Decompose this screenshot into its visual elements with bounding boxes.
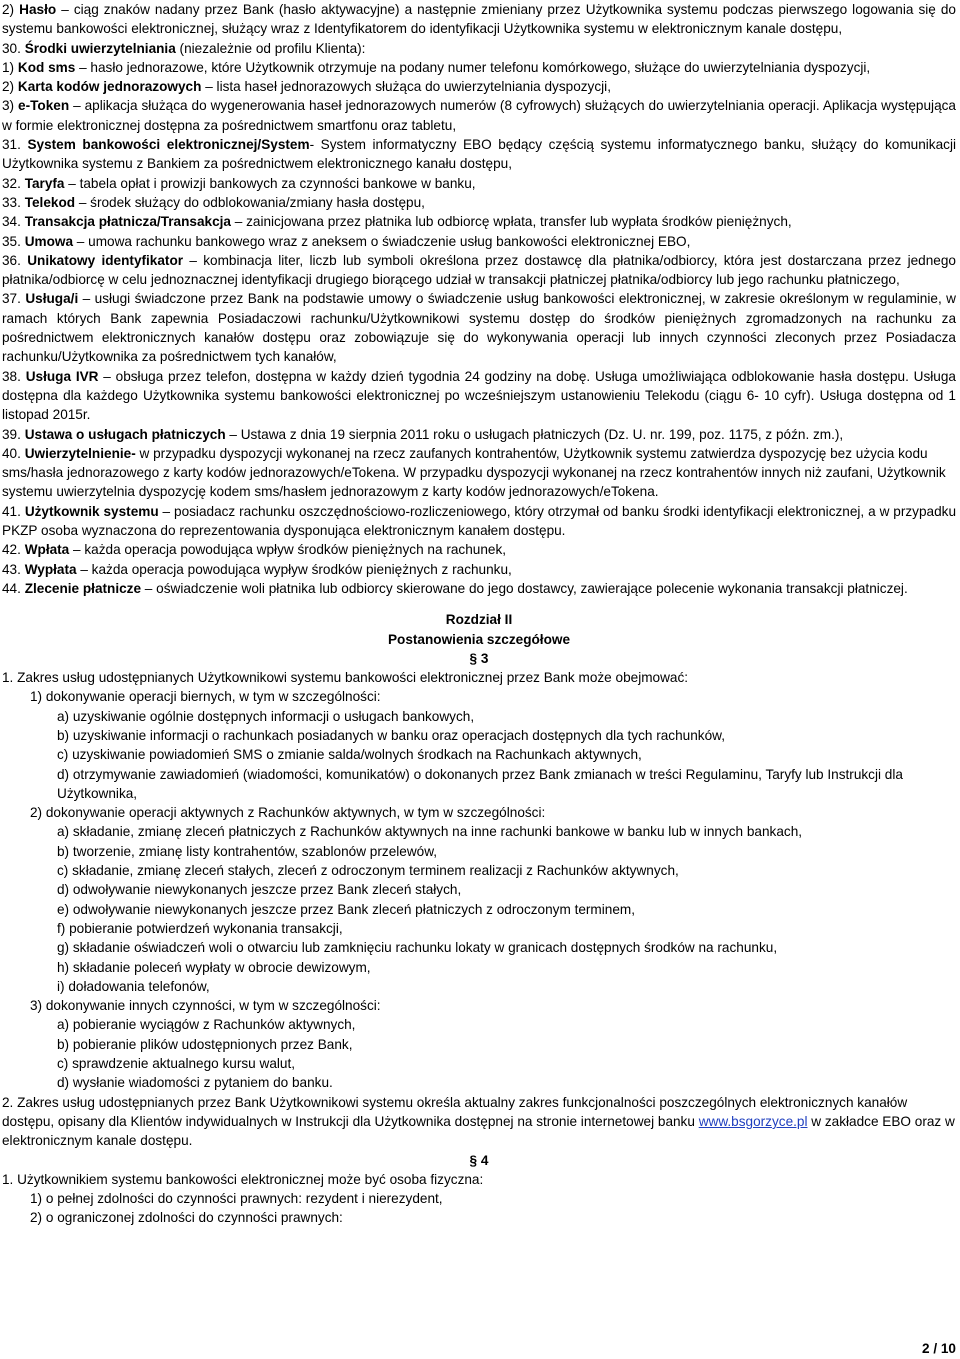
definition-item: 1) Kod sms – hasło jednorazowe, które Użytkownik otrzymuje na podany numer telefonu komórkowego, służące do uwierzytelniania dyspozycji, bbox=[2, 59, 871, 75]
term: Uwierzytelnienie- bbox=[24, 445, 136, 461]
term: Ustawa o usługach płatniczych bbox=[24, 426, 226, 442]
list-item: a) uzyskiwanie ogólnie dostępnych informacji o usługach bankowych, bbox=[57, 708, 475, 724]
term: Wypłata bbox=[24, 561, 77, 577]
definition-item: 38. Usługa IVR – obsługa przez telefon, dostępna w każdy dzień tygodnia 24 godziny na dobę. Usługa umożliwiająca odblokowanie hasła dostępu. Usługa dostępna dla każdego Użytkownika systemu bankowości elektronicznej po wcześniejszym ustanowieniu Telekodu (ciągu 6- 10 cyfr). Usługa dostępna od 1 listopad 2015r. bbox=[2, 368, 956, 423]
term: Zlecenie płatnicze bbox=[24, 580, 142, 596]
definition-item: 36. Unikatowy identyfikator – kombinacja liter, liczb lub symboli określona przez dostawcę dla płatnika/odbiorcy, która jest dostarczana przez jednego płatnika/odbiorcę w celu jednoznacznej identyfikacji drugiego biorącego udział w transakcji płatniczej płatnika/odbiorcy lub jego rachunku płatniczego, bbox=[2, 252, 956, 288]
list-item: 1) o pełnej zdolności do czynności prawnych: rezydent i nierezydent, bbox=[30, 1191, 443, 1207]
term: Telekod bbox=[24, 194, 76, 210]
page-number: 2 / 10 bbox=[921, 1341, 956, 1356]
list-item: d) wysłanie wiadomości z pytaniem do banku. bbox=[57, 1075, 333, 1091]
definition-item: 2) Karta kodów jednorazowych – lista haseł jednorazowych służąca do uwierzytelniania dyspozycji, bbox=[2, 79, 611, 95]
term: Transakcja płatnicza/Transakcja bbox=[24, 214, 231, 230]
definition-item: 42. Wpłata – każda operacja powodująca wpływ środków pieniężnych na rachunek, bbox=[2, 542, 507, 558]
paragraph: 2. Zakres usług udostępnianych przez Bank Użytkownikowi systemu określa aktualny zakres funkcjonalności poszczególnych elektronicznych kanałów dostępu, opisany dla Klientów indywidualnych w Instrukcji dla Użytkownika dostępnej na stronie internetowej banku www.bsgorzyce.pl w zakładce EBO oraz w elektronicznym kanale dostępu. bbox=[2, 1094, 955, 1149]
chapter-subtitle: Postanowienia szczegółowe bbox=[387, 631, 571, 647]
list-item: b) tworzenie, zmianę listy kontrahentów, szablonów przelewów, bbox=[57, 843, 438, 859]
list-heading: 2) dokonywanie operacji aktywnych z Rachunków aktywnych, w tym w szczególności: bbox=[30, 805, 546, 821]
list-item: e) odwoływanie niewykonanych jeszcze przez Bank zleceń płatniczych z odroczonym terminem, bbox=[57, 901, 635, 917]
list-item: c) składanie, zmianę zleceń stałych, zleceń z odroczonym terminem realizacji z Rachunków aktywnych, bbox=[57, 863, 679, 879]
term: Taryfa bbox=[24, 175, 65, 191]
term: Kod sms bbox=[17, 59, 76, 75]
term: Hasło bbox=[19, 2, 57, 17]
list-item: 2) o ograniczonej zdolności do czynności prawnych: bbox=[30, 1210, 343, 1226]
term: Użytkownik systemu bbox=[24, 503, 159, 519]
spacer bbox=[2, 598, 956, 610]
definition-item: 2) Hasło – ciąg znaków nadany przez Bank (hasło aktywacyjne) a następnie zmieniany przez Użytkownika systemu podczas pierwszego logowania się do systemu bankowości elektronicznej, służący wraz z Identyfikatorem do identyfikacji Użytkownika systemu w elektronicznym kanale dostępu, bbox=[2, 2, 956, 37]
term: Środki uwierzytelniania bbox=[24, 40, 176, 56]
definition-item: 33. Telekod – środek służący do odblokowania/zmiany hasła dostępu, bbox=[2, 194, 425, 210]
term: Unikatowy identyfikator bbox=[27, 252, 184, 268]
section-4-heading: § 4 bbox=[469, 1152, 489, 1168]
definition-item: 37. Usługa/i – usługi świadczone przez Bank na podstawie umowy o świadczenie usług bankowości elektronicznej, w zakresie określonym w regulaminie, w ramach których Bank zapewnia Posiadaczowi rachunku/Użytkownikowi systemu dostęp do środków pieniężnych zgromadzonych na rachunku za pośrednictwem elektronicznych kanałów dostępu oraz zobowiązuje się do wykonywania operacji lub innych czynności zleconych przez Posiadacza rachunku/Użytkownika za pośrednictwem tych kanałów, bbox=[2, 291, 956, 365]
term: Usługa/i bbox=[25, 291, 79, 307]
definition-item: 43. Wypłata – każda operacja powodująca wypływ środków pieniężnych z rachunku, bbox=[2, 561, 512, 577]
list-item: c) uzyskiwanie powiadomień SMS o zmianie salda/wolnych środkach na Rachunkach aktywnych, bbox=[57, 747, 642, 763]
definition-item: 34. Transakcja płatnicza/Transakcja – zainicjowana przez płatnika lub odbiorcę wpłata, transfer lub wypłata środków pieniężnych, bbox=[2, 214, 792, 230]
term: e-Token bbox=[18, 98, 70, 114]
list-item: b) pobieranie plików udostępnionych przez Bank, bbox=[57, 1036, 353, 1052]
paragraph: 1. Zakres usług udostępnianych Użytkownikowi systemu bankowości elektronicznej przez Bank może obejmować: bbox=[2, 670, 689, 686]
list-heading: 1) dokonywanie operacji biernych, w tym w szczególności: bbox=[30, 689, 381, 705]
section-3-heading: § 3 bbox=[469, 650, 489, 666]
term: Umowa bbox=[24, 233, 74, 249]
document-page bbox=[2, 0, 956, 1228]
list-item: d) odwoływanie niewykonanych jeszcze przez Bank zleceń stałych, bbox=[57, 882, 462, 898]
bank-website-link[interactable]: www.bsgorzyce.pl bbox=[698, 1113, 808, 1129]
list-item: a) pobieranie wyciągów z Rachunków aktywnych, bbox=[57, 1017, 356, 1033]
term: Wpłata bbox=[24, 542, 70, 558]
list-item: b) uzyskiwanie informacji o rachunkach posiadanych w banku oraz operacjach dostępnych dla tych rachunków, bbox=[57, 727, 725, 743]
list-heading: 3) dokonywanie innych czynności, w tym w szczególności: bbox=[30, 998, 381, 1014]
list-item: c) sprawdzenie aktualnego kursu walut, bbox=[57, 1056, 296, 1072]
term: Karta kodów jednorazowych bbox=[17, 79, 202, 95]
list-item: d) otrzymywanie zawiadomień (wiadomości, komunikatów) o dokonanych przez Bank zmianach w treści Regulaminu, Taryfy lub Instrukcji dla Użytkownika, bbox=[57, 766, 903, 801]
definition-item: 3) e-Token – aplikacja służąca do wygenerowania haseł jednorazowych numerów (8 cyfrowych) służących do uwierzytelniania operacji. Aplikacja występująca w formie elektronicznej dostępna za pośrednictwem smartfonu oraz tabletu, bbox=[2, 98, 956, 133]
term: Usługa IVR bbox=[25, 368, 99, 384]
list-item: h) składanie poleceń wypłaty w obrocie dewizowym, bbox=[57, 959, 371, 975]
definition-item: 32. Taryfa – tabela opłat i prowizji bankowych za czynności bankowe w banku, bbox=[2, 175, 476, 191]
term: System bankowości elektronicznej/System bbox=[27, 137, 310, 153]
list-item: f) pobieranie potwierdzeń wykonania transakcji, bbox=[57, 920, 343, 936]
paragraph: 1. Użytkownikiem systemu bankowości elektronicznej może być osoba fizyczna: bbox=[2, 1171, 484, 1187]
chapter-title: Rozdział II bbox=[445, 612, 513, 628]
definition-item: 31. System bankowości elektronicznej/System- System informatyczny EBO będący częścią systemu informatycznego banku, służący do komunikacji Użytkownika systemu z Bankiem za pośrednictwem elektronicznego kanału dostępu, bbox=[2, 137, 956, 172]
definition-item: 44. Zlecenie płatnicze – oświadczenie woli płatnika lub odbiorcy skierowane do jego dostawcy, zawierające polecenie wykonania transakcji płatniczej. bbox=[2, 580, 908, 596]
definition-item: 41. Użytkownik systemu – posiadacz rachunku oszczędnościowo-rozliczeniowego, który otrzymał od banku środki identyfikacji elektronicznej, a w przypadku PKZP osoba wyznaczona do reprezentowania dysponująca elektronicznym kanałem dostępu. bbox=[2, 503, 956, 539]
list-item: g) składanie oświadczeń woli o otwarciu lub zamknięciu rachunku lokaty w granicach dostępnych środków na rachunku, bbox=[57, 940, 778, 956]
list-item: a) składanie, zmianę zleceń płatniczych z Rachunków aktywnych na inne rachunki bankowe w banku lub w innych bankach, bbox=[57, 824, 803, 840]
section-4 bbox=[2, 1170, 956, 1228]
definition-item: 30. Środki uwierzytelniania (niezależnie od profilu Klienta): bbox=[2, 40, 366, 56]
definition-item: 35. Umowa – umowa rachunku bankowego wraz z aneksem o świadczenie usług bankowości elektronicznej EBO, bbox=[2, 233, 691, 249]
definition-item: 40. Uwierzytelnienie- w przypadku dyspozycji wykonanej na rzecz zaufanych kontrahentów, Użytkownik systemu zatwierdza dyspozycję bez użycia kodu sms/hasła jednorazowego z karty kodów jednorazowych/eTokena. W przypadku dyspozycji wykonanej na rzecz kontrahentów innych niż zaufani, Użytkownik systemu uwierzytelnia dyspozycję kodem sms/hasłem jednorazowym z karty kodów jednorazowych/eTokena. bbox=[2, 445, 946, 500]
definitions-list bbox=[2, 0, 956, 598]
section-3 bbox=[2, 668, 956, 1150]
definition-item: 39. Ustawa o usługach płatniczych – Ustawa z dnia 19 sierpnia 2011 roku o usługach płatniczych (Dz. U. nr. 199, poz. 1175, z późn. zm.), bbox=[2, 426, 844, 442]
list-item: i) doładowania telefonów, bbox=[57, 978, 210, 994]
